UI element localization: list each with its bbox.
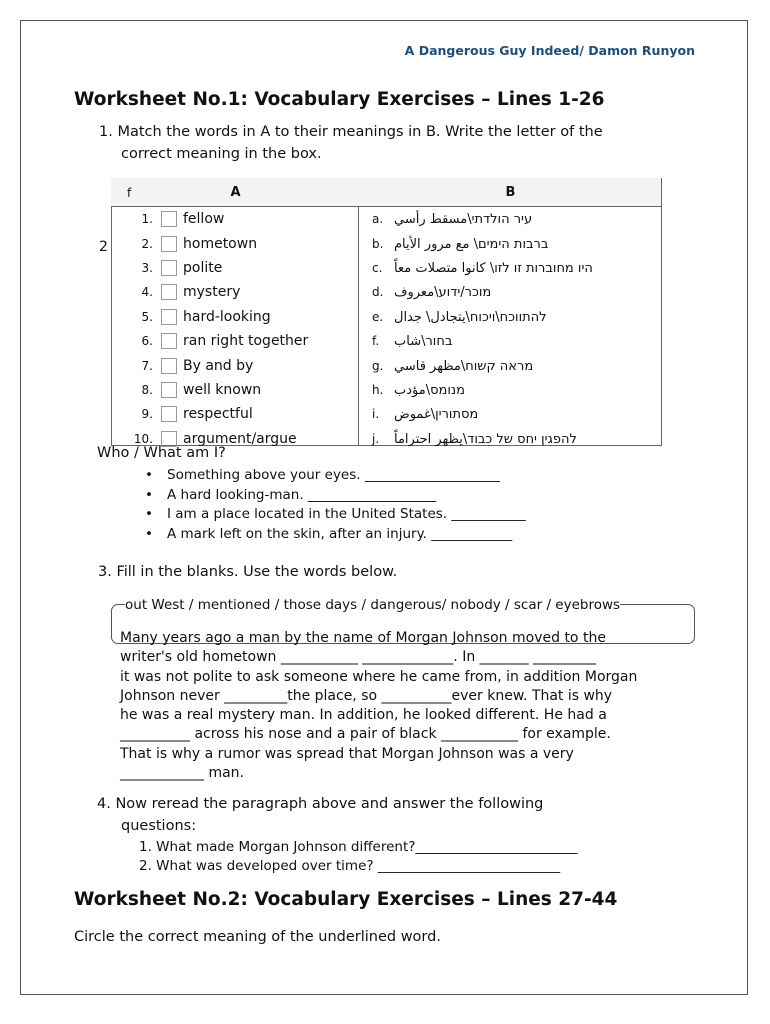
term-number: 2. <box>141 236 153 251</box>
answer-box[interactable] <box>161 284 177 300</box>
q2-item-1: • Something above your eyes. ____________________ <box>167 467 500 483</box>
term-word: hard-looking <box>183 308 271 325</box>
meaning-cell <box>360 427 661 451</box>
term-number: 10. <box>133 431 153 446</box>
answer-box[interactable] <box>161 382 177 398</box>
question-4-line-1: 4. Now reread the paragraph above and answer the following <box>97 796 544 812</box>
vocab-row <box>111 353 661 377</box>
vocab-row <box>111 207 661 232</box>
vocab-row <box>111 378 661 402</box>
word-bank: out West / mentioned / those days / dangerous/ nobody / scar / eyebrows <box>125 597 621 613</box>
meaning-cell <box>360 378 661 402</box>
meaning-cell <box>360 353 661 377</box>
paragraph-line: he was a real mystery man. In addition, he looked different. He had a <box>120 707 607 724</box>
meaning-letter: b. <box>372 236 384 251</box>
worksheet-page <box>20 20 748 995</box>
meaning-letter: d. <box>372 285 384 300</box>
term-word: By and by <box>183 357 254 374</box>
vocab-row <box>111 280 661 304</box>
meaning-text: מראה קשוח\مظهر قاسي <box>394 358 534 374</box>
question-3-title: 3. Fill in the blanks. Use the words below. <box>98 564 398 580</box>
worksheet-2-instruction: Circle the correct meaning of the underlined word. <box>74 929 441 945</box>
term-word: respectful <box>183 406 253 423</box>
paragraph-line: Johnson never _________the place, so __________ever knew. That is why <box>120 687 613 704</box>
vocab-table <box>111 178 661 451</box>
column-a-marker: f <box>127 186 132 200</box>
term-number: 6. <box>141 334 153 349</box>
meaning-text: בחור\شاب <box>394 334 453 350</box>
answer-box[interactable] <box>161 211 177 227</box>
term-word: fellow <box>183 211 225 228</box>
meaning-text: להתווכח\ויכוח\يتجادل\ جدال <box>394 309 547 325</box>
term-word: mystery <box>183 284 241 301</box>
term-word: well known <box>183 381 262 398</box>
meaning-letter: c. <box>372 260 383 275</box>
meaning-text: מנומס\مؤدب <box>394 382 465 398</box>
answer-box[interactable] <box>161 236 177 252</box>
meaning-letter: a. <box>372 212 384 227</box>
meaning-cell <box>360 256 661 280</box>
term-number: 8. <box>141 382 153 397</box>
term-word: ran right together <box>183 333 309 350</box>
term-number: 3. <box>141 260 153 275</box>
meaning-cell <box>360 231 661 255</box>
meaning-text: ברבות הימים\ مع مرور الأيام <box>394 236 549 252</box>
q2-item-2: • A hard looking-man. ___________________ <box>167 487 436 503</box>
paragraph-line: ____________ man. <box>120 765 244 782</box>
term-word: argument/argue <box>183 430 297 447</box>
meaning-cell <box>360 329 661 353</box>
answer-box[interactable] <box>161 309 177 325</box>
meaning-cell <box>360 402 661 426</box>
term-number: 5. <box>141 309 153 324</box>
worksheet-2-title: Worksheet No.2: Vocabulary Exercises – Lines 27-44 <box>74 889 618 910</box>
question-1-line-1: 1. Match the words in A to their meanings in B. Write the letter of the <box>99 124 603 140</box>
meaning-letter: e. <box>372 309 384 324</box>
term-number: 4. <box>141 285 153 300</box>
meaning-cell <box>360 207 661 232</box>
meaning-text: מסתורין\غموض <box>394 407 479 423</box>
term-cell <box>111 207 360 232</box>
meaning-letter: j. <box>372 431 380 446</box>
paragraph-line: That is why a rumor was spread that Morgan Johnson was a very <box>120 745 574 762</box>
meaning-letter: h. <box>372 382 384 397</box>
vocab-row <box>111 305 661 329</box>
term-cell <box>111 353 360 377</box>
meaning-letter: f. <box>372 334 380 349</box>
worksheet-1-title: Worksheet No.1: Vocabulary Exercises – Lines 1-26 <box>74 89 605 110</box>
vocab-row <box>111 256 661 280</box>
document-header: A Dangerous Guy Indeed/ Damon Runyon <box>404 43 695 58</box>
meaning-letter: i. <box>372 407 380 422</box>
term-cell <box>111 402 360 426</box>
meaning-cell <box>360 305 661 329</box>
q4-item-2: 2. What was developed over time? ___________________________ <box>139 858 561 874</box>
term-cell <box>111 378 360 402</box>
meaning-letter: g. <box>372 358 384 373</box>
paragraph-line: __________ across his nose and a pair of black ___________ for example. <box>120 726 611 743</box>
q2-item-4: • A mark left on the skin, after an injury. ____________ <box>167 526 512 542</box>
answer-box[interactable] <box>161 333 177 349</box>
answer-box[interactable] <box>161 406 177 422</box>
meaning-text: היו מחוברות זו לזו\ كانوا متصلات معاً <box>394 260 593 276</box>
meaning-text: להפגין יחס של כבוד\يظهر احتراماً <box>394 431 577 447</box>
term-cell <box>111 256 360 280</box>
term-number: 1. <box>141 212 153 227</box>
column-a-header: f A <box>111 178 360 207</box>
question-2-title: Who / What am I? <box>97 445 226 461</box>
term-cell <box>111 305 360 329</box>
term-cell <box>111 231 360 255</box>
question-4-line-2: questions: <box>121 818 197 834</box>
vocab-row <box>111 329 661 353</box>
vocab-row <box>111 231 661 255</box>
term-number: 9. <box>141 407 153 422</box>
answer-box[interactable] <box>161 358 177 374</box>
meaning-text: מוכר/ידוע\معروف <box>394 285 492 301</box>
q4-item-1: 1. What made Morgan Johnson different?________________________ <box>139 839 578 855</box>
term-word: polite <box>183 259 223 276</box>
fill-in-paragraph <box>120 629 720 783</box>
paragraph-line: writer's old hometown ___________ _____________. In _______ _________ <box>120 649 597 666</box>
paragraph-line: it was not polite to ask someone where he came from, in addition Morgan <box>120 668 638 685</box>
term-word: hometown <box>183 235 258 252</box>
vocab-row <box>111 402 661 426</box>
meaning-cell <box>360 280 661 304</box>
q2-item-3: • I am a place located in the United States. ___________ <box>167 506 526 522</box>
term-cell <box>111 329 360 353</box>
stray-number: 2 <box>99 239 108 255</box>
meaning-text: עיר הולדתי\مسقط رأسي <box>394 212 533 228</box>
term-cell <box>111 280 360 304</box>
term-number: 7. <box>141 358 153 373</box>
question-1-line-2: correct meaning in the box. <box>121 146 322 162</box>
answer-box[interactable] <box>161 260 177 276</box>
paragraph-line: Many years ago a man by the name of Morgan Johnson moved to the <box>120 630 606 646</box>
column-b-header: B <box>360 178 661 207</box>
